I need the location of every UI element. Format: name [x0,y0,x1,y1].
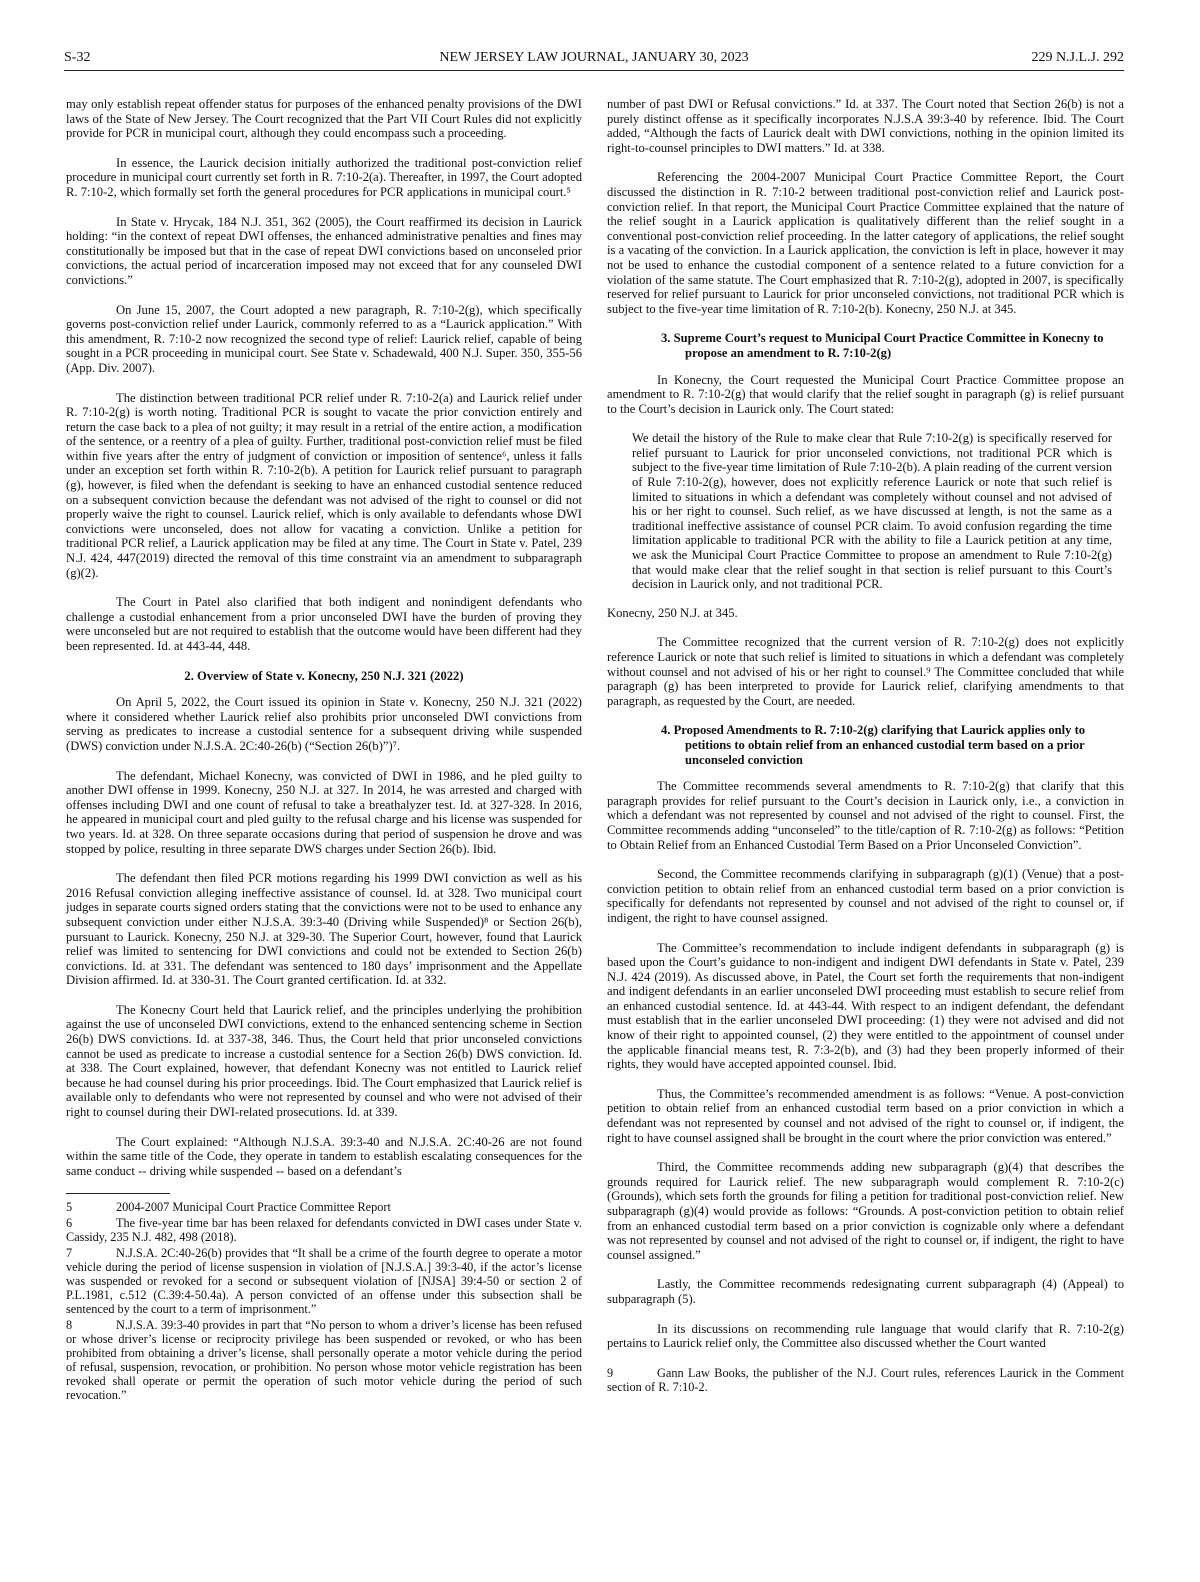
footnote-number: 8 [66,1318,73,1333]
footnote-text: N.J.S.A. 2C:40-26(b) provides that “It shall be a crime of the fourth degree to operate a motor vehicle during the period of license suspension in violation of [N.J.S.A.] 39:3-40, if the actor’s license was suspended or revoked for a second or subsequent violation of [NJSA] 39:4-50 or section 2 of P.L.1981, c.512 (C.39:4-50.4a). A person convicted of an offense under this subsection shall be sentenced by the court to a term of imprisonment.” [66,1246,582,1317]
footnote [66,1216,582,1244]
paragraph: Lastly, the Committee recommends redesignating current subparagraph (4) (Appeal) to subparagraph (5). [607,1277,1124,1306]
footnote [607,1366,1124,1394]
paragraph: In Konecny, the Court requested the Municipal Court Practice Committee propose an amendment to R. 7:10-2(g) that would clarify that the relief sought in paragraph (g) is relief pursuant to the Court’s decision in Laurick only. The Court stated: [607,372,1124,416]
section-heading: 4. Proposed Amendments to R. 7:10-2(g) clarifying that Laurick applies only to petitions to obtain relief from an enhanced custodial term based on a prior unconseled conviction [661,723,1086,767]
paragraph: The defendant then filed PCR motions regarding his 1999 DWI conviction as well as his 2016 Refusal conviction alleging ineffective assistance of counsel. Id. at 328. Two municipal court judges in separate courts signed orders stating that the convictions were not to be used to enhance any subsequent conviction under either N.J.S.A. 39:3-40 (Driving while Suspended)⁸ or Section 26(b), pursuant to Laurick. Konecny, 250 N.J. at 329-30. The Superior Court, however, found that Laurick relief was limited to sentencing for DWI convictions and could not be extended to Section 26(b) convictions. Id. at 331. The defendant was sentenced to 180 days’ imprisonment and the Appellate Division affirmed. Id. at 330-31. The Court granted certification. Id. at 332. [66,871,582,988]
paragraph: The Court in Patel also clarified that both indigent and nonindigent defendants who challenge a custodial enhancement from a prior unconseled DWI have the burden of proving they were unconseled but are not required to establish that the outcome would have been different had they been represented. Id. at 443-44, 448. [66,595,582,653]
paragraph: number of past DWI or Refusal convictions.” Id. at 337. The Court noted that Section 26(b) is not a purely distinct offense as it specifically incorporates N.J.S.A 39:3-40 by reference. Ibid. The Court added, “Although the facts of Laurick dealt with DWI convictions, nothing in the opinion limited its right-to-counsel principles to DWI matters.” Id. at 338. [607,97,1124,155]
footnote-text: 2004-2007 Municipal Court Practice Committee Report [116,1200,391,1215]
citation-label: 229 N.J.L.J. 292 [1031,50,1124,65]
paragraph: The Konecny Court held that Laurick relief, and the principles underlying the prohibition against the use of unconseled DWI convictions, extend to the enhanced sentencing scheme in Section 26(b) DWS convictions. Id. at 337-38, 346. Thus, the Court held that prior unconseled convictions cannot be used as predicate to increase a custodial sentence for a Section 26(b) DWS conviction. Id. at 338. The Court explained, however, that defendant Konecny was not entitled to Laurick relief because he had counsel during his prior proceedings. Ibid. The Court emphasized that Laurick relief is available only to defendants who were not represented by counsel and who were not advised of their right to counsel during their DWI-related prosecutions. Id. at 339. [66,1002,582,1120]
footnote-number: 6 [66,1216,73,1231]
footnotes [607,1366,1124,1394]
footnote-number: 9 [607,1365,614,1380]
paragraph: Thus, the Committee’s recommended amendment is as follows: “Venue. A post-conviction petition to obtain relief from an enhanced custodial term based on a prior conviction in which a defendant was not represented by counsel and not advised of the right to counsel or, if indigent, the right to have counsel assigned shall be brought in the court where the prior conviction was entered.” [607,1086,1124,1145]
footnote-number: 5 [66,1200,73,1215]
footnote-text: N.J.S.A. 39:3-40 provides in part that “No person to whom a driver’s license has been refused or whose driver’s license or reciprocity privilege has been suspended or revoked, or who has been prohibited from obtaining a driver’s license, shall personally operate a motor vehicle during the period of refusal, suspension, revocation, or prohibition. No person whose motor vehicle registration has been revoked shall operate or permit the operation of such motor vehicle during the period of such revocation.” [66,1318,582,1403]
paragraph: On April 5, 2022, the Court issued its opinion in State v. Konecny, 250 N.J. 321 (2022) where it considered whether Laurick relief also prohibits prior unconseled DWI convictions from serving as predicates to increase a custodial sentence for a subsequent driving while suspended (DWS) conviction under N.J.S.A. 2C:40-26(b) (“Section 26(b)”)⁷. [66,695,582,753]
paragraph: The Committee’s recommendation to include indigent defendants in subparagraph (g) is based upon the Court’s guidance to non-indigent and indigent DWI defendants in State v. Patel, 239 N.J. 424 (2019). As discussed above, in Patel, the Court set forth the requirements that non-indigent and indigent defendants in an earlier unconseled DWI proceeding must establish to secure relief from an enhanced custodial sentence. Id. at 443-44. With respect to an indigent defendant, the defendant must establish that in the earlier unconseled DWI proceeding: (1) they were not advised and did not know of their right to appointed counsel, (2) they were entitled to the appointment of counsel under the applicable financial means test, R. 7:3-2(b), and (3) had they been properly informed of their rights, they would have accepted appointed counsel. Ibid. [607,940,1124,1072]
footnote [66,1246,582,1316]
page-label: S-32 [64,50,91,65]
footnote-text: Gann Law Books, the publisher of the N.J. Court rules, references Laurick in the Comment section of R. 7:10-2. [607,1365,1124,1394]
footnote-number: 7 [66,1246,73,1261]
citation: Konecny, 250 N.J. at 345. [607,605,738,620]
footnote [66,1318,582,1402]
paragraph: The Court explained: “Although N.J.S.A. 39:3-40 and N.J.S.A. 2C:40-26 are not found within the same title of the Code, they operate in tandem to establish escalating consequences for the same conduct -- driving while suspended -- based on a defendant’s [66,1134,582,1178]
section-heading: 2. Overview of State v. Konecny, 250 N.J. 321 (2022) [184,668,464,683]
paragraph: On June 15, 2007, the Court adopted a new paragraph, R. 7:10-2(g), which specifically governs post-conviction relief under Laurick, commonly referred to as a “Laurick application.” With this amendment, R. 7:10-2 now recognized the second type of relief: Laurick relief, capable of being sought in a PCR proceeding in municipal court. See State v. Schadewald, 400 N.J. Super. 350, 355-56 (App. Div. 2007). [66,302,582,375]
publication-title: NEW JERSEY LAW JOURNAL, JANUARY 30, 2023 [439,50,749,65]
paragraph: Third, the Committee recommends adding new subparagraph (g)(4) that describes the grounds required for Laurick relief. The new subparagraph would complement R. 7:10-2(c) (Grounds), which sets forth the grounds for filing a petition for traditional post-conviction relief. New subparagraph (g)(4) would provide as follows: “Grounds. A post-conviction petition to obtain relief from an enhanced custodial term based on a prior conviction is cognizable only where a defendant was not represented by counsel and not advised of the right to counsel or, if indigent, the right to have counsel assigned.” [607,1160,1124,1262]
paragraph: The Committee recognized that the current version of R. 7:10-2(g) does not explicitly reference Laurick or note that such relief is limited to situations in which a defendant was completely without counsel and not advised of his or her right to counsel.⁹ The Committee concluded that while paragraph (g) has been interpreted to provide for Laurick relief, clarifying amendments to that paragraph, as requested by the Court, are needed. [607,635,1124,708]
paragraph: In State v. Hrycak, 184 N.J. 351, 362 (2005), the Court reaffirmed its decision in Laurick holding: “in the context of repeat DWI offenses, the enhanced administrative penalties and fines may constitutionally be imposed but that in the case of repeat DWI convictions based on unconseled prior convictions, the actual period of incarceration imposed may not exceed that for any counseled DWI convictions.” [66,214,582,287]
paragraph: In essence, the Laurick decision initially authorized the traditional post-conviction relief procedure in municipal court currently set forth in R. 7:10-2(a). Thereafter, in 1997, the Court adopted R. 7:10-2, which formally set forth the general procedures for PCR applications in municipal court.⁵ [66,155,582,199]
paragraph: Referencing the 2004-2007 Municipal Court Practice Committee Report, the Court discussed the distinction in R. 7:10-2 between traditional post-conviction relief and Laurick post-conviction relief. In that report, the Municipal Court Practice Committee explained that the nature of the relief sought in a Laurick application is qualitatively different than the relief sought in a conventional post-conviction relief proceeding. In the latter category of applications, the relief sought is a vacating of the conviction. In a Laurick application, the conviction is left in place, however it may not be used to enhance the custodial component of a sentence related to a future conviction for a violation of the same statute. The Court emphasized that R. 7:10-2(g), adopted in 2007, is specifically reserved for relief pursuant to Laurick for prior unconseled convictions, not traditional PCR which is subject to the five-year time limitation of R. 7:10-2(b). Konecny, 250 N.J. at 345. [607,170,1124,316]
footnotes [66,1200,582,1402]
section-heading: 3. Supreme Court’s request to Municipal Court Practice Committee in Konecny to propose an amendment to R. 7:10-2(g) [661,331,1104,360]
paragraph: In its discussions on recommending rule language that would clarify that R. 7:10-2(g) pertains to Laurick relief only, the Committee also discussed whether the Court wanted [607,1321,1124,1351]
right-column [607,97,1124,1396]
footnote-rule [66,1193,170,1194]
paragraph: The distinction between traditional PCR relief under R. 7:10-2(a) and Laurick relief under R. 7:10-2(g) is worth noting. Traditional PCR is sought to vacate the prior conviction entirely and return the case back to a plea of not guilty; it may result in a retrial of the entire action, a modification of the sentence, or a reentry of a plea of guilty. Further, traditional post-conviction relief must be filed within five years after the entry of judgment of conviction or imposition of sentence⁶, unless it falls under an exception set forth within R. 7:10-2(b). A petition for Laurick relief pursuant to paragraph (g), however, is filed when the defendant is seeking to have an enhanced custodial sentence reduced on a subsequent conviction because the defendant was not advised of the right to counsel or did not properly waive the right to counsel. Laurick relief, which is only available to defendants whose DWI convictions were unconseled, does not allow for vacating a conviction. Unlike a petition for traditional PCR relief, a Laurick application may be filed at any time. The Court in State v. Patel, 239 N.J. 424, 447(2019) directed the removal of this time constraint via an amendment to subparagraph (g)(2). [66,390,582,580]
left-column [66,97,582,1404]
header-rule [64,70,1124,71]
paragraph: may only establish repeat offender status for purposes of the enhanced penalty provisions of the DWI laws of the State of New Jersey. The Court recognized that the Part VII Court Rules did not explicitly provide for PCR in municipal court, although they could encompass such a proceeding. [66,97,582,141]
footnote [66,1200,582,1214]
paragraph: The Committee recommends several amendments to R. 7:10-2(g) that clarify that this paragraph provides for relief pursuant to the Court’s decision in Laurick only, i.e., a conviction in which a defendant was not represented by counsel and not advised of the right to counsel. First, the Committee recommends adding “unconseled” to the title/caption of R. 7:10-2(g) as follows: “Petition to Obtain Relief from an Enhanced Custodial Term Based on a Prior Unconseled Conviction”. [607,779,1124,852]
block-quote: We detail the history of the Rule to make clear that Rule 7:10-2(g) is specifically reserved for relief pursuant to Laurick for prior unconseled convictions, not traditional PCR which is subject to the five-year time limitation of Rule 7:10-2(b). A plain reading of the current version of Rule 7:10-2(g), however, does not explicitly reference Laurick or note that such relief is limited to situations in which a defendant was completely without counsel and not advised of his or her right to counsel. Such relief, as we have discussed at length, is not the same as a traditional ineffective assistance of counsel PCR claim. To avoid confusion regarding the time limitation applicable to traditional PCR with the ability to file a Laurick petition at any time, we ask the Municipal Court Practice Committee to propose an amendment to Rule 7:10-2(g) that would make clear that the relief sought in that section is relief pursuant to this Court’s decision in Laurick only, and not traditional PCR. [632,431,1112,592]
footnote-text: The five-year time bar has been relaxed for defendants convicted in DWI cases under State v. Cassidy, 235 N.J. 482, 498 (2018). [66,1216,582,1245]
paragraph: Second, the Committee recommends clarifying in subparagraph (g)(1) (Venue) that a post-conviction petition to obtain relief from an enhanced custodial term based on a prior conviction is specifically for defendants not represented by counsel and not advised of the right to counsel or, if indigent, the right to have counsel assigned. [607,867,1124,925]
running-header [64,50,1124,68]
paragraph: The defendant, Michael Konecny, was convicted of DWI in 1986, and he pled guilty to another DWI offense in 1999. Konecny, 250 N.J. at 327. In 2014, he was arrested and charged with offenses including DWI and one count of refusal to take a breathalyzer test. Id. at 327-328. In 2016, he appeared in municipal court and pled guilty to the refusal charge and his license was suspended for two years. Id. at 328. On three separate occasions during that period of suspension he drove and was stopped by police, resulting in three separate DWS charges under Section 26(b). Ibid. [66,768,582,856]
